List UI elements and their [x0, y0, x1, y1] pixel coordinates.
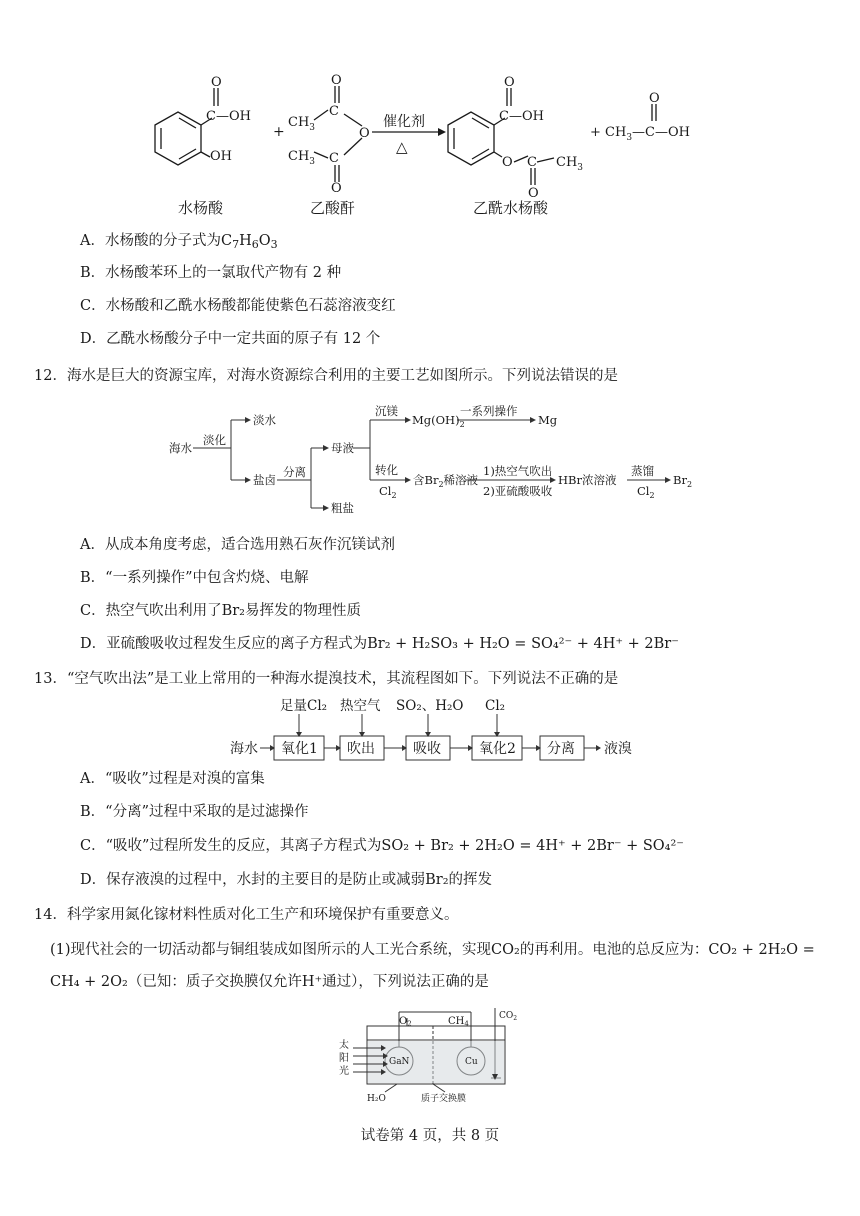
flow-liquid-bromine: 液溴	[604, 741, 632, 757]
cell-membrane-label: 质子交换膜	[421, 1094, 467, 1104]
q13-option-d: D．保存液溴的过程中，水封的主要目的是防止或减弱Br₂的挥发	[80, 872, 493, 888]
q14-stem: 14．科学家用氮化镓材料性质对化工生产和环境保护有重要意义。	[34, 907, 459, 923]
anhydride-c-bottom: C	[329, 151, 339, 166]
anhydride-o-bottom: O	[331, 181, 342, 196]
q11-option-c: C．水杨酸和乙酰水杨酸都能使紫色石蕊溶液变红	[80, 298, 396, 314]
name-salicylic-acid: 水杨酸	[178, 199, 224, 217]
flow-separate: 分离	[283, 465, 306, 479]
flow-box-separation: 分离	[547, 741, 575, 757]
q11-option-a: A．水杨酸的分子式为$C_7H_6O_3$	[80, 233, 278, 251]
flow-top-so2-h2o: SO₂、H₂O	[396, 698, 464, 714]
catalyst-label: 催化剂	[383, 114, 425, 130]
salicylic-acid-structure	[155, 88, 218, 165]
q13-option-a: A．“吸收”过程是对溴的富集	[80, 771, 265, 787]
flow-box-oxidation1: 氧化1	[281, 741, 318, 757]
flow-box-absorption: 吸收	[413, 741, 441, 757]
q11-option-d: D．乙酰水杨酸分子中一定共面的原子有 12 个	[80, 331, 381, 347]
q12-option-d: D．亚硫酸吸收过程发生反应的离子方程式为Br₂ + H₂SO₃ + H₂O = SO₄²⁻ + 4H⁺ + 2Br⁻	[80, 636, 679, 652]
q14-part1-line2: CH₄ + 2O₂（已知：质子交换膜仅允许H⁺通过），下列说法正确的是	[50, 974, 489, 990]
flow-cl2-2: $Cl_2$	[637, 484, 655, 500]
anhydride-o-top: O	[331, 73, 342, 88]
flow-top-cl2: Cl₂	[485, 698, 506, 714]
q12-option-b: B．“一系列操作”中包含灼烧、电解	[80, 570, 309, 586]
flow-distill: 蒸馏	[631, 464, 654, 478]
q13-stem: 13．“空气吹出法”是工业上常用的一种海水提溴技术，其流程图如下。下列说法不正确的是	[34, 671, 619, 687]
aspirin-ch3: $CH_3$	[556, 155, 584, 173]
anhydride-ch3-bottom: $CH_3$	[288, 149, 316, 167]
flow-mg: Mg	[538, 413, 558, 427]
q12-flow-diagram	[165, 398, 705, 523]
flow-step1: 1)热空气吹出	[483, 464, 553, 478]
aspirin-ester-o: O	[502, 155, 513, 170]
q11-option-b: B．水杨酸苯环上的一氯取代产物有 2 种	[80, 265, 342, 281]
q12-option-a: A．从成本角度考虑，适合选用熟石灰作沉镁试剂	[80, 537, 395, 553]
flow-crude-salt: 粗盐	[331, 501, 354, 515]
cell-h2o-label: H₂O	[367, 1094, 386, 1104]
flow-mgoh2: $Mg(OH)_2$	[412, 413, 465, 429]
q13-option-c: C．“吸收”过程所发生的反应，其离子方程式为SO₂ + Br₂ + 2H₂O = 4H⁺ + 2Br⁻ + SO₄²⁻	[80, 838, 684, 854]
acetic-acid-structure	[652, 104, 656, 121]
cell-sunlight-2: 阳	[339, 1053, 349, 1064]
name-acetic-anhydride: 乙酸酐	[310, 199, 356, 217]
aspirin-cooh-label: C—OH	[499, 109, 544, 124]
flow-brine: 盐卤	[253, 473, 276, 487]
heat-symbol: △	[396, 138, 408, 156]
q14-part1-line1: (1)现代社会的一切活动都与铜组装成如图所示的人工光合系统，实现CO₂的再利用。电池的总反应为：CO₂ + 2H₂O =	[50, 942, 815, 958]
flow-cl2: $Cl_2$	[379, 484, 397, 500]
flow-top-cl2-excess: 足量Cl₂	[280, 698, 328, 714]
name-aspirin: 乙酰水杨酸	[473, 199, 549, 217]
flow-convert: 转化	[375, 463, 398, 477]
reaction-scheme	[140, 70, 740, 225]
cell-gan-electrode: GaN	[389, 1057, 410, 1067]
flow-desalinate: 淡化	[203, 433, 226, 447]
anhydride-c-top: C	[329, 104, 339, 119]
flow-hbr: HBr浓溶液	[558, 473, 617, 487]
anhydride-ch3-top: $CH_3$	[288, 115, 316, 133]
q13-flow-diagram	[228, 694, 648, 764]
cell-sunlight-3: 光	[339, 1066, 349, 1077]
flow-box-oxidation2: 氧化2	[479, 741, 516, 757]
aspirin-acetyl-c: C	[527, 155, 537, 170]
flow-dilute-br2: 含$Br_2$稀溶液	[413, 473, 479, 489]
page-footer: 试卷第 4 页，共 8 页	[360, 1128, 500, 1144]
flow-freshwater: 淡水	[253, 413, 276, 427]
cell-sunlight-1: 太	[339, 1040, 349, 1051]
flow-mother-liquor: 母液	[331, 441, 354, 455]
q12-stem: 12．海水是巨大的资源宝库，对海水资源综合利用的主要工艺如图所示。下列说法错误的是	[34, 368, 618, 384]
salicylic-carbonyl-o: O	[211, 75, 222, 90]
q12-option-c: C．热空气吹出利用了Br₂易挥发的物理性质	[80, 603, 361, 619]
flow-seawater: 海水	[169, 441, 192, 455]
anhydride-o-bridge: O	[359, 126, 370, 141]
salicylic-cooh-label: C—OH	[206, 109, 251, 124]
salicylic-oh-label: OH	[210, 149, 232, 164]
aspirin-acetyl-o: O	[528, 186, 539, 201]
cell-o2-label: $O_2$	[399, 1016, 412, 1028]
acetic-anhydride-structure	[314, 86, 362, 182]
cell-ch4-label: $CH_4$	[448, 1016, 469, 1028]
flow-box-blowout: 吹出	[347, 741, 375, 757]
acetic-acid-formula: + $CH_3—C—OH$	[590, 125, 690, 143]
aspirin-structure	[448, 88, 554, 185]
flow-seawater-start: 海水	[230, 741, 258, 757]
plus-sign: +	[273, 124, 285, 140]
aspirin-carbonyl-o: O	[504, 75, 515, 90]
flow-br2: $Br_2$	[673, 473, 693, 489]
flow-precipitate-mg: 沉镁	[375, 404, 398, 418]
flow-series-ops: 一系列操作	[460, 404, 518, 418]
acetic-acid-o: O	[649, 91, 660, 106]
q13-option-b: B．“分离”过程中采取的是过滤操作	[80, 804, 309, 820]
flow-top-hot-air: 热空气	[340, 698, 381, 714]
cell-co2-label: $CO_2$	[499, 1011, 518, 1022]
flow-step2: 2)亚硫酸吸收	[483, 484, 553, 498]
cell-cu-electrode: Cu	[465, 1057, 478, 1067]
artificial-photosynthesis-cell	[335, 1004, 525, 1104]
